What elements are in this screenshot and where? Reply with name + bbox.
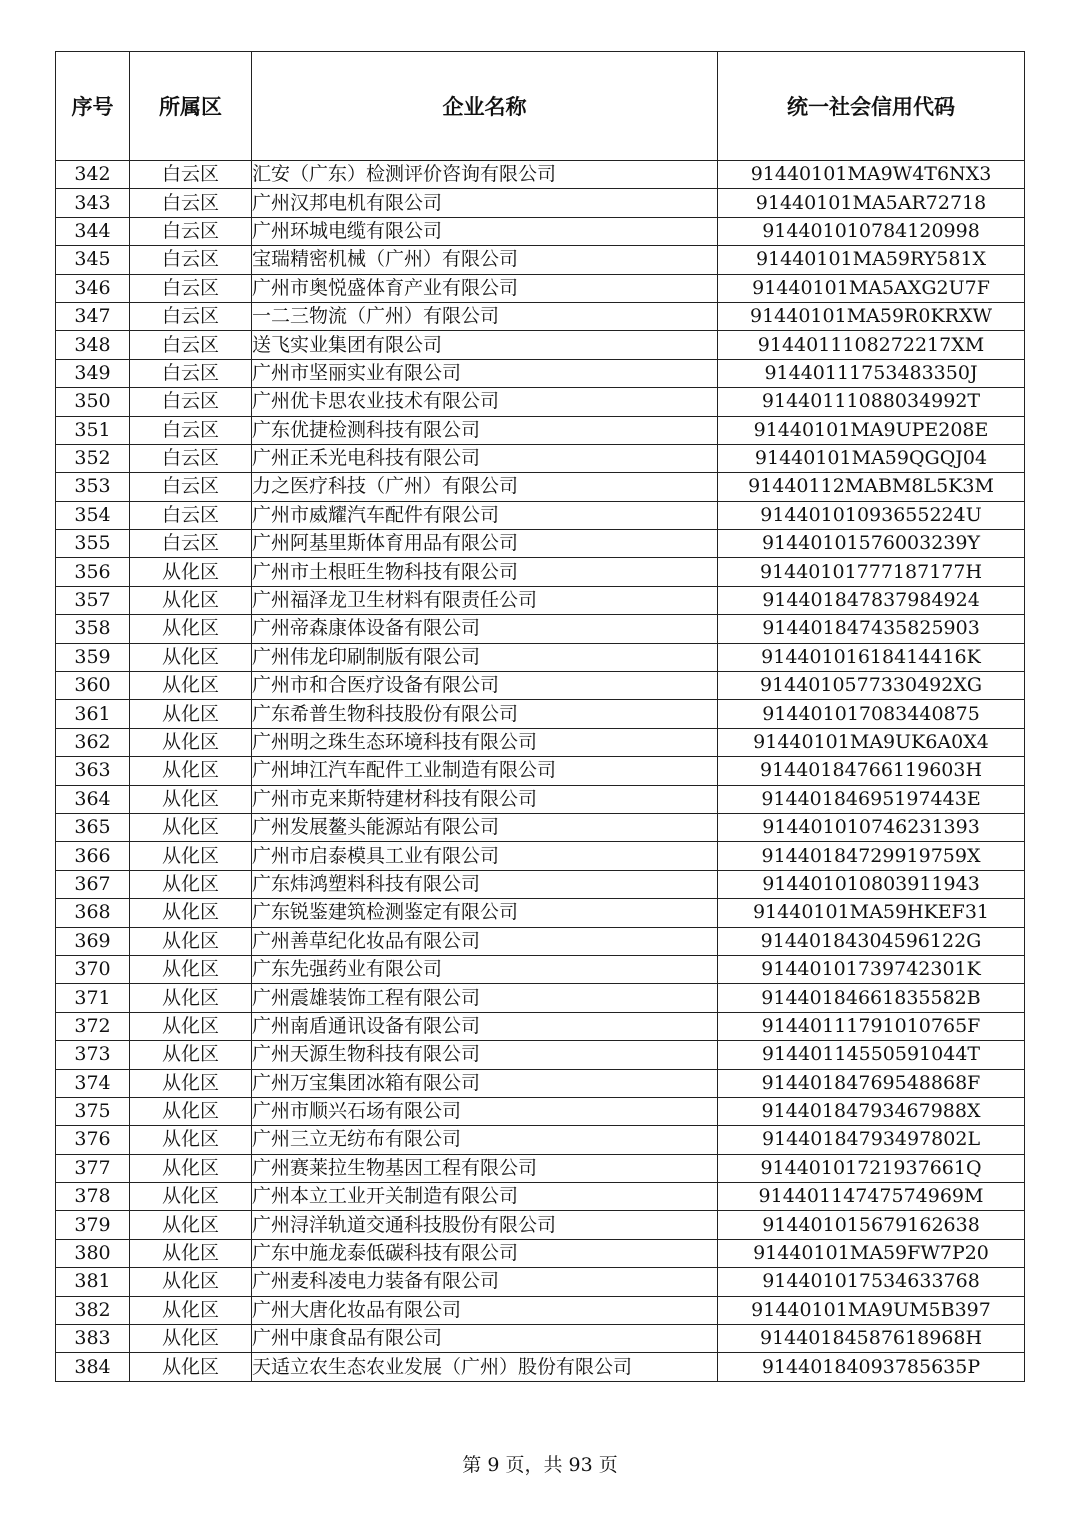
row-district: 从化区 xyxy=(130,1012,252,1040)
row-credit-code: 9144010577330492XG xyxy=(718,672,1025,700)
row-credit-code: 91440114747574969M xyxy=(718,1183,1025,1211)
row-credit-code: 914401017534633768 xyxy=(718,1268,1025,1296)
row-credit-code: 91440101MA9UPE208E xyxy=(718,416,1025,444)
table-row xyxy=(56,530,1025,558)
row-district: 从化区 xyxy=(130,728,252,756)
row-company-name: 广州万宝集团冰箱有限公司 xyxy=(252,1069,718,1097)
row-district: 从化区 xyxy=(130,1239,252,1267)
row-credit-code: 91440101721937661Q xyxy=(718,1154,1025,1182)
row-company-name: 力之医疗科技（广州）有限公司 xyxy=(252,473,718,501)
row-district: 从化区 xyxy=(130,615,252,643)
row-serial-number: 344 xyxy=(56,217,130,245)
table-body xyxy=(56,161,1025,1382)
row-serial-number: 355 xyxy=(56,530,130,558)
row-district: 从化区 xyxy=(130,1296,252,1324)
row-credit-code: 91440184769548868F xyxy=(718,1069,1025,1097)
row-district: 从化区 xyxy=(130,586,252,614)
table-row xyxy=(56,217,1025,245)
table-row xyxy=(56,842,1025,870)
row-company-name: 广州福泽龙卫生材料有限责任公司 xyxy=(252,586,718,614)
table-row xyxy=(56,1239,1025,1267)
table-row xyxy=(56,643,1025,671)
row-district: 白云区 xyxy=(130,388,252,416)
row-company-name: 送飞实业集团有限公司 xyxy=(252,331,718,359)
row-serial-number: 366 xyxy=(56,842,130,870)
row-district: 从化区 xyxy=(130,955,252,983)
row-company-name: 广州麦科凌电力装备有限公司 xyxy=(252,1268,718,1296)
row-credit-code: 914401010746231393 xyxy=(718,813,1025,841)
row-credit-code: 91440111791010765F xyxy=(718,1012,1025,1040)
table-row xyxy=(56,274,1025,302)
row-company-name: 一二三物流（广州）有限公司 xyxy=(252,302,718,330)
row-serial-number: 345 xyxy=(56,246,130,274)
row-company-name: 广州市克来斯特建材科技有限公司 xyxy=(252,785,718,813)
table-row xyxy=(56,1325,1025,1353)
row-district: 从化区 xyxy=(130,1353,252,1381)
enterprise-table xyxy=(55,51,1025,1382)
row-company-name: 广州市威耀汽车配件有限公司 xyxy=(252,501,718,529)
table-row xyxy=(56,984,1025,1012)
row-company-name: 广州大唐化妆品有限公司 xyxy=(252,1296,718,1324)
table-row xyxy=(56,700,1025,728)
row-district: 从化区 xyxy=(130,1097,252,1125)
row-serial-number: 372 xyxy=(56,1012,130,1040)
row-serial-number: 371 xyxy=(56,984,130,1012)
row-district: 从化区 xyxy=(130,1126,252,1154)
row-credit-code: 91440101MA59FW7P20 xyxy=(718,1239,1025,1267)
table-row xyxy=(56,927,1025,955)
row-credit-code: 914401847435825903 xyxy=(718,615,1025,643)
row-company-name: 广州帝森康体设备有限公司 xyxy=(252,615,718,643)
row-serial-number: 349 xyxy=(56,359,130,387)
table-row xyxy=(56,161,1025,189)
row-company-name: 广州市土根旺生物科技有限公司 xyxy=(252,558,718,586)
row-credit-code: 91440101576003239Y xyxy=(718,530,1025,558)
row-credit-code: 91440101MA9W4T6NX3 xyxy=(718,161,1025,189)
row-credit-code: 91440184661835582B xyxy=(718,984,1025,1012)
row-district: 白云区 xyxy=(130,161,252,189)
row-serial-number: 353 xyxy=(56,473,130,501)
row-district: 白云区 xyxy=(130,444,252,472)
row-serial-number: 384 xyxy=(56,1353,130,1381)
row-serial-number: 356 xyxy=(56,558,130,586)
header-row xyxy=(56,52,1025,161)
row-serial-number: 361 xyxy=(56,700,130,728)
row-credit-code: 91440101MA59HKEF31 xyxy=(718,899,1025,927)
table-row xyxy=(56,246,1025,274)
row-credit-code: 91440101MA59RY581X xyxy=(718,246,1025,274)
table-row xyxy=(56,1097,1025,1125)
row-credit-code: 914401017083440875 xyxy=(718,700,1025,728)
table-row xyxy=(56,586,1025,614)
row-serial-number: 352 xyxy=(56,444,130,472)
row-credit-code: 9144018472991975​9X xyxy=(718,842,1025,870)
row-company-name: 广州中康食品有限公司 xyxy=(252,1325,718,1353)
table-row xyxy=(56,813,1025,841)
table-row xyxy=(56,672,1025,700)
row-credit-code: 91440101MA5AXG2U7F xyxy=(718,274,1025,302)
row-credit-code: 91440101777187177H xyxy=(718,558,1025,586)
row-serial-number: 382 xyxy=(56,1296,130,1324)
row-company-name: 广州汉邦电机有限公司 xyxy=(252,189,718,217)
row-serial-number: 375 xyxy=(56,1097,130,1125)
table-row xyxy=(56,1069,1025,1097)
row-company-name: 广州明之珠生态环境科技有限公司 xyxy=(252,728,718,756)
row-credit-code: 91440101MA9UK6A0X4 xyxy=(718,728,1025,756)
table-row xyxy=(56,1211,1025,1239)
table-row xyxy=(56,615,1025,643)
row-serial-number: 383 xyxy=(56,1325,130,1353)
table-row xyxy=(56,1154,1025,1182)
row-serial-number: 358 xyxy=(56,615,130,643)
header-serial-number: 序号 xyxy=(56,52,130,161)
row-district: 从化区 xyxy=(130,1041,252,1069)
row-credit-code: 91440101618414416K xyxy=(718,643,1025,671)
row-company-name: 广州环城电缆有限公司 xyxy=(252,217,718,245)
row-company-name: 广州震雄装饰工程有限公司 xyxy=(252,984,718,1012)
table-row xyxy=(56,359,1025,387)
row-company-name: 广东锐鉴建筑检测鉴定有限公司 xyxy=(252,899,718,927)
row-district: 白云区 xyxy=(130,217,252,245)
table-row xyxy=(56,189,1025,217)
table-row xyxy=(56,785,1025,813)
row-serial-number: 347 xyxy=(56,302,130,330)
row-district: 从化区 xyxy=(130,1069,252,1097)
row-serial-number: 368 xyxy=(56,899,130,927)
row-serial-number: 380 xyxy=(56,1239,130,1267)
row-district: 从化区 xyxy=(130,757,252,785)
header-district: 所属区 xyxy=(130,52,252,161)
row-company-name: 宝瑞精密机械（广州）有限公司 xyxy=(252,246,718,274)
table-row xyxy=(56,1126,1025,1154)
row-district: 从化区 xyxy=(130,672,252,700)
row-serial-number: 379 xyxy=(56,1211,130,1239)
row-district: 从化区 xyxy=(130,1154,252,1182)
table-row xyxy=(56,473,1025,501)
table-row xyxy=(56,558,1025,586)
row-serial-number: 373 xyxy=(56,1041,130,1069)
row-serial-number: 378 xyxy=(56,1183,130,1211)
row-company-name: 广州市启泰模具工业有限公司 xyxy=(252,842,718,870)
row-serial-number: 365 xyxy=(56,813,130,841)
row-district: 从化区 xyxy=(130,899,252,927)
table-header xyxy=(56,52,1025,161)
row-serial-number: 346 xyxy=(56,274,130,302)
row-company-name: 广州市奥悦盛体育产业有限公司 xyxy=(252,274,718,302)
table-row xyxy=(56,302,1025,330)
table-row xyxy=(56,1296,1025,1324)
table-row xyxy=(56,416,1025,444)
row-district: 从化区 xyxy=(130,1268,252,1296)
row-serial-number: 351 xyxy=(56,416,130,444)
row-district: 白云区 xyxy=(130,302,252,330)
row-credit-code: 91440101093655224U xyxy=(718,501,1025,529)
row-serial-number: 343 xyxy=(56,189,130,217)
row-credit-code: 914401010803911943 xyxy=(718,870,1025,898)
row-serial-number: 348 xyxy=(56,331,130,359)
table-row xyxy=(56,899,1025,927)
row-district: 从化区 xyxy=(130,927,252,955)
row-credit-code: 91440184766119603H xyxy=(718,757,1025,785)
row-district: 从化区 xyxy=(130,984,252,1012)
row-company-name: 广州赛莱拉生物基因工程有限公司 xyxy=(252,1154,718,1182)
row-district: 从化区 xyxy=(130,1183,252,1211)
row-district: 白云区 xyxy=(130,189,252,217)
row-district: 白云区 xyxy=(130,530,252,558)
row-district: 从化区 xyxy=(130,870,252,898)
header-credit-code: 统一社会信用代码 xyxy=(718,52,1025,161)
row-serial-number: 377 xyxy=(56,1154,130,1182)
row-credit-code: 91440111088034992T xyxy=(718,388,1025,416)
table-row xyxy=(56,388,1025,416)
row-credit-code: 91440111753483350J xyxy=(718,359,1025,387)
row-company-name: 广州发展鳌头能源站有限公司 xyxy=(252,813,718,841)
row-company-name: 广东炜鸿塑料科技有限公司 xyxy=(252,870,718,898)
row-district: 白云区 xyxy=(130,274,252,302)
row-district: 从化区 xyxy=(130,785,252,813)
row-credit-code: 91440101MA5AR72718 xyxy=(718,189,1025,217)
row-credit-code: 91440101MA59QGQJ04 xyxy=(718,444,1025,472)
row-district: 白云区 xyxy=(130,473,252,501)
row-company-name: 广州本立工业开关制造有限公司 xyxy=(252,1183,718,1211)
row-credit-code: 914401015679162638 xyxy=(718,1211,1025,1239)
table-row xyxy=(56,1353,1025,1381)
row-company-name: 广东优捷检测科技有限公司 xyxy=(252,416,718,444)
row-company-name: 广州浔洋轨道交通科技股份有限公司 xyxy=(252,1211,718,1239)
row-company-name: 广州市顺兴石场有限公司 xyxy=(252,1097,718,1125)
row-company-name: 广东先强药业有限公司 xyxy=(252,955,718,983)
row-serial-number: 364 xyxy=(56,785,130,813)
row-credit-code: 91440184587618968H xyxy=(718,1325,1025,1353)
table-row xyxy=(56,1183,1025,1211)
row-company-name: 广州市和合医疗设备有限公司 xyxy=(252,672,718,700)
table-row xyxy=(56,331,1025,359)
row-district: 从化区 xyxy=(130,558,252,586)
table-row xyxy=(56,728,1025,756)
row-company-name: 广州正禾光电科技有限公司 xyxy=(252,444,718,472)
row-district: 从化区 xyxy=(130,700,252,728)
row-credit-code: 914401010784120998 xyxy=(718,217,1025,245)
row-credit-code: 91440114550591044T xyxy=(718,1041,1025,1069)
row-company-name: 广东中施龙泰低碳科技有限公司 xyxy=(252,1239,718,1267)
row-serial-number: 374 xyxy=(56,1069,130,1097)
row-serial-number: 357 xyxy=(56,586,130,614)
row-serial-number: 369 xyxy=(56,927,130,955)
table-row xyxy=(56,757,1025,785)
row-serial-number: 363 xyxy=(56,757,130,785)
row-district: 白云区 xyxy=(130,416,252,444)
row-serial-number: 381 xyxy=(56,1268,130,1296)
row-credit-code: 91440184695197443E xyxy=(718,785,1025,813)
row-district: 白云区 xyxy=(130,501,252,529)
row-credit-code: 91440184793467988X xyxy=(718,1097,1025,1125)
row-credit-code: 91440112MABM8L5K3M xyxy=(718,473,1025,501)
row-serial-number: 370 xyxy=(56,955,130,983)
table-row xyxy=(56,501,1025,529)
row-serial-number: 342 xyxy=(56,161,130,189)
row-company-name: 广州善草纪化妆品有限公司 xyxy=(252,927,718,955)
table-row xyxy=(56,870,1025,898)
table-row xyxy=(56,1012,1025,1040)
row-credit-code: 9144011108272217XM xyxy=(718,331,1025,359)
row-serial-number: 360 xyxy=(56,672,130,700)
row-district: 从化区 xyxy=(130,643,252,671)
row-serial-number: 350 xyxy=(56,388,130,416)
row-company-name: 广东希普生物科技股份有限公司 xyxy=(252,700,718,728)
table-row xyxy=(56,444,1025,472)
row-company-name: 广州伟龙印刷制版有限公司 xyxy=(252,643,718,671)
row-credit-code: 91440184093785635P xyxy=(718,1353,1025,1381)
row-serial-number: 354 xyxy=(56,501,130,529)
row-company-name: 天适立农生态农业发展（广州）股份有限公司 xyxy=(252,1353,718,1381)
row-credit-code: 91440101MA59R0KRXW xyxy=(718,302,1025,330)
table-row xyxy=(56,955,1025,983)
row-district: 白云区 xyxy=(130,246,252,274)
row-serial-number: 367 xyxy=(56,870,130,898)
row-company-name: 广州南盾通讯设备有限公司 xyxy=(252,1012,718,1040)
row-district: 从化区 xyxy=(130,1325,252,1353)
page-footer: 第 9 页，共 93 页 xyxy=(462,1454,618,1476)
row-company-name: 汇安（广东）检测评价咨询有限公司 xyxy=(252,161,718,189)
table-row xyxy=(56,1268,1025,1296)
row-company-name: 广州坤江汽车配件工业制造有限公司 xyxy=(252,757,718,785)
row-credit-code: 91440184793497802L xyxy=(718,1126,1025,1154)
row-credit-code: 91440101739742301K xyxy=(718,955,1025,983)
row-company-name: 广州天源生物科技有限公司 xyxy=(252,1041,718,1069)
row-district: 白云区 xyxy=(130,331,252,359)
row-serial-number: 359 xyxy=(56,643,130,671)
row-credit-code: 914401847837984924 xyxy=(718,586,1025,614)
table-row xyxy=(56,1041,1025,1069)
row-company-name: 广州优卡思农业技术有限公司 xyxy=(252,388,718,416)
row-company-name: 广州市坚丽实业有限公司 xyxy=(252,359,718,387)
row-company-name: 广州阿基里斯体育用品有限公司 xyxy=(252,530,718,558)
row-credit-code: 91440101MA9UM5B397 xyxy=(718,1296,1025,1324)
row-serial-number: 362 xyxy=(56,728,130,756)
row-district: 从化区 xyxy=(130,842,252,870)
row-company-name: 广州三立无纺布有限公司 xyxy=(252,1126,718,1154)
row-district: 白云区 xyxy=(130,359,252,387)
row-serial-number: 376 xyxy=(56,1126,130,1154)
header-company-name: 企业名称 xyxy=(252,52,718,161)
row-district: 从化区 xyxy=(130,1211,252,1239)
row-district: 从化区 xyxy=(130,813,252,841)
row-credit-code: 91440184304596122G xyxy=(718,927,1025,955)
